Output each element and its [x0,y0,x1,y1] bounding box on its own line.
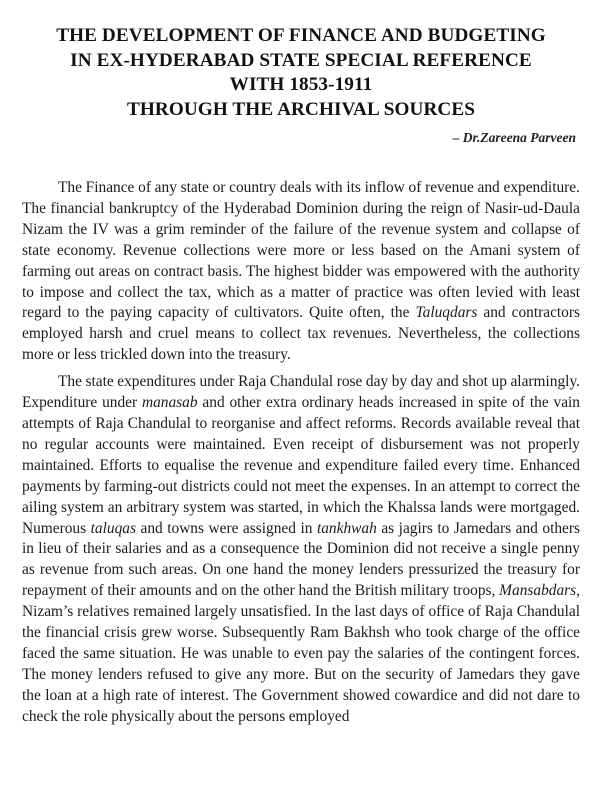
text-run: and other extra ordinary heads increased in spite of the vain attempts of Raja Chandulal to reorganise and affect reforms. Records available reveal that no regular accounts were maintained. Even receipt of disbursement was not properly maintained. Efforts to equalise the revenue and expenditure failed every time. Enhanced payments by farming-out districts could not meet the expenses. In an attempt to correct the ailing system an arbitrary system was started, in which the Khalssa lands were mortgaged. Numerous [22,394,580,537]
italic-term: tankhwah [316,519,377,537]
text-run: and contractors employed harsh and cruel means to collect tax revenues. Nevertheless, the collections more or less trickled down into the treasury. [22,304,580,364]
article-title [22,24,580,122]
text-run: and towns were assigned in [135,519,317,537]
italic-term: Mansabdars [499,582,577,600]
title-line: THROUGH THE ARCHIVAL SOURCES [126,98,476,120]
text-run: The state expenditures under Raja Chandulal rose day by day and shot up alarmingly. Expenditure under [22,373,580,412]
author-byline: – Dr.Zareena Parveen [452,130,576,145]
article-body [22,178,580,728]
article-page [22,24,580,728]
italic-term: manasab [141,394,198,412]
title-line: IN EX-HYDERABAD STATE SPECIAL REFERENCE [70,49,532,71]
italic-term: taluqas [90,519,136,537]
title-line: THE DEVELOPMENT OF FINANCE AND BUDGETING [56,25,546,46]
title-line: WITH 1853-1911 [229,74,373,95]
text-run: The Finance of any state or country deals with its inflow of revenue and expenditure. The financial bankruptcy of the Hyderabad Dominion during the reign of Nasir-ud-Daula Nizam the IV was a grim reminder of the failure of the revenue system and collapse of state economy. Revenue collections were more or less based on the Amani system of farming out areas on contract basis. The highest bidder was empowered with the authority to impose and collect the tax, which as a matter of practice was often levied with least regard to the paying capacity of cultivators. Quite often, the [22,179,580,322]
text-run: , Nizam’s relatives remained largely unsatisfied. In the last days of office of Raja Chandulal the financial crisis grew worse. Subsequently Ram Bakhsh who took charge of the office faced the same situation. He was unable to even pay the salaries of the contingent forces. The money lenders refused to give any more. But on the security of Jamedars they gave the loan at a high rate of interest. The Government showed cowardice and did not dare to check the role physically about the persons employed [22,582,580,725]
italic-term: Taluqdars [415,304,478,322]
text-run: as jagirs to Jamedars and others in lieu of their salaries and as a consequence the Dominion did not receive a single penny as revenue from such areas. On one hand the money lenders pressurized the treasury for repayment of their amounts and on the other hand the British military troops, [22,519,581,600]
paragraph-1 [22,178,580,366]
paragraph-2 [22,372,580,727]
